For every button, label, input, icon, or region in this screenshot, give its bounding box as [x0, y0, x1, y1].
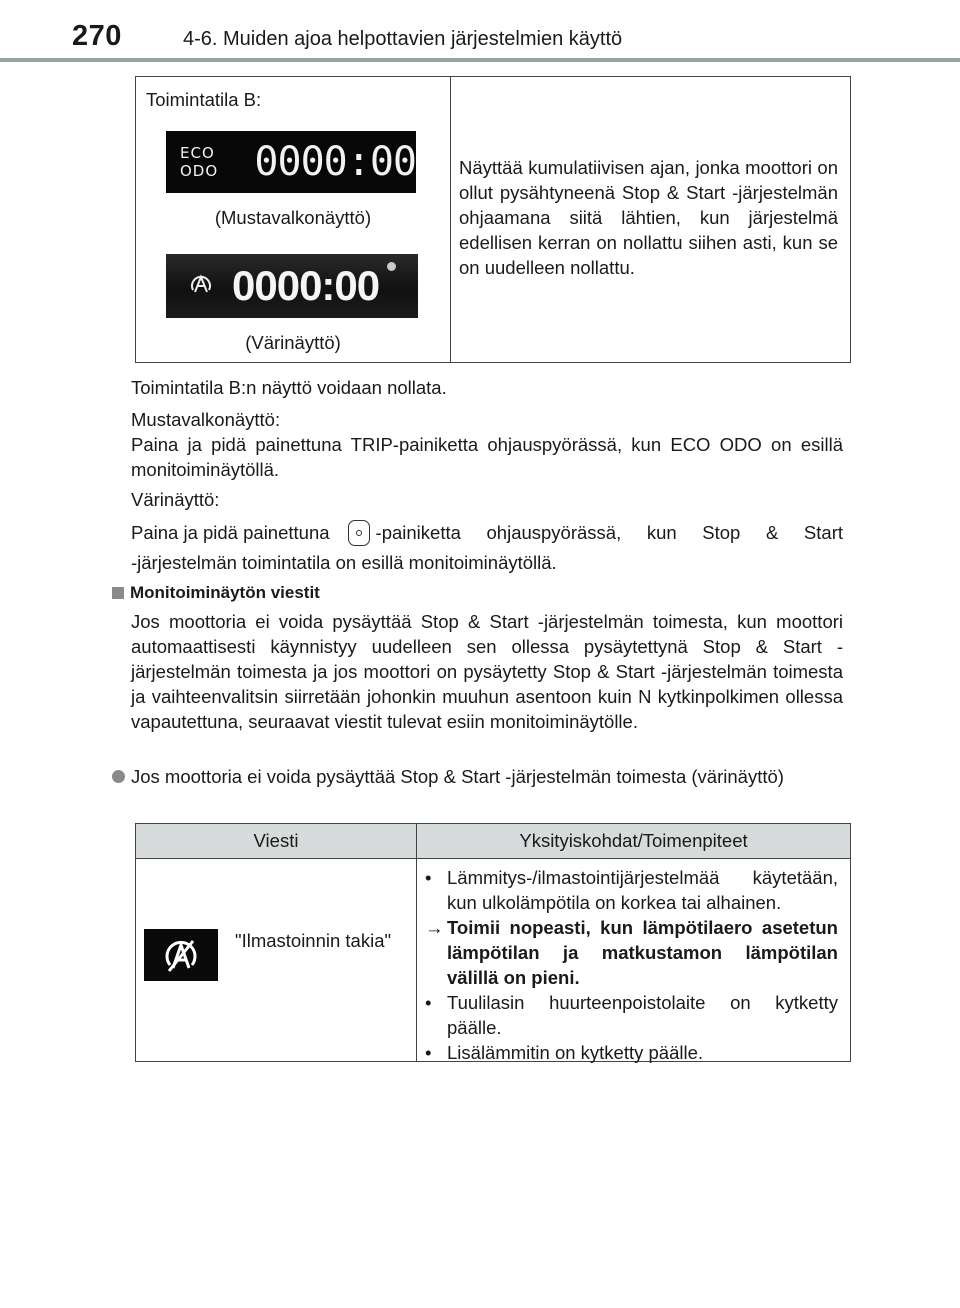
section-title: 4-6. Muiden ajoa helpottavien järjestelmien käyttö [183, 28, 623, 50]
col-header-message: Viesti [136, 824, 417, 858]
mono-digits: 0000:00 [254, 139, 416, 185]
color-digits: 0000:00 [232, 262, 380, 309]
auto-stop-disabled-icon [144, 929, 218, 981]
list-item [425, 865, 838, 915]
mode-b-table [135, 76, 851, 363]
list-item [425, 1040, 838, 1065]
messages-paragraph: Jos moottoria ei voida pysäyttää Stop & Start -järjestelmän toimesta, kun moottori automaattisesti käynnistyy uudelleen sen ollessa pysäytettynä Stop & Start -järjestelmän toimesta ja jos moottori on pysäytetty Stop & Start -järjestelmän toimesta ja vaihteenvalitsin siirretään johonkin muuhun asentoon kuin N kytkinpolkimen ollessa vapautettuna, seuraavat viestit tulevat esiin monitoiminäytölle. [131, 611, 843, 732]
color-heading: Värinäyttö: [131, 489, 220, 510]
auto-stop-icon [188, 271, 214, 302]
color-caption: (Värinäyttö) [245, 332, 341, 353]
round-bullet-icon [112, 770, 125, 783]
mode-b-description: Näyttää kumulatiivisen ajan, jonka moottori on ollut pysähtyneenä Stop & Start -järjestelmän ohjaamana siitä lähtien, kun järjestelmä edellisen kerran on nollattu siihen asti, kun se on uudelleen nollattu. [459, 157, 838, 278]
message-text: "Ilmastoinnin takia" [235, 930, 392, 951]
bullet-marker: • [425, 1042, 432, 1063]
table-row [136, 859, 850, 1062]
bullet-marker: • [425, 992, 432, 1013]
details-cell [417, 859, 850, 1062]
color-instructions-after: -painiketta ohjauspyörässä, kun Stop & Start [375, 522, 843, 543]
mono-lcd-display [166, 131, 416, 193]
mode-b-display-cell [136, 77, 451, 362]
color-instructions-line1 [131, 520, 843, 546]
col-header-details: Yksityiskohdat/Toimenpiteet [519, 830, 748, 851]
list-item-text: Lämmitys-/ilmastointijärjestelmää käytetään, kun ulkolämpötila on korkea tai alhainen. [447, 867, 838, 913]
color-lcd-display [166, 254, 418, 318]
color-instructions-line2: -järjestelmän toimintatila on esillä monitoiminäytöllä. [131, 552, 557, 573]
messages-heading-row [112, 583, 320, 603]
mono-instructions: Paina ja pidä painettuna TRIP-painiketta ohjauspyörässä, kun ECO ODO on esillä monitoiminäytöllä. [131, 434, 843, 480]
page-header [0, 0, 960, 64]
page-number: 270 [72, 20, 122, 52]
status-dot [387, 262, 396, 271]
reset-note: Toimintatila B:n näyttö voidaan nollata. [131, 377, 447, 398]
square-bullet-icon [112, 587, 124, 599]
bullet-item [112, 764, 847, 789]
color-instructions-before: Paina ja pidä painettuna [131, 522, 330, 543]
list-item [425, 990, 838, 1040]
bullet-text: Jos moottoria ei voida pysäyttää Stop & Start -järjestelmän toimesta (värinäyttö) [131, 766, 784, 787]
list-item-text: Toimii nopeasti, kun lämpötilaero asetetun lämpötilan ja matkustamon lämpötilan välillä on pieni. [447, 917, 838, 988]
mono-heading: Mustavalkonäyttö: [131, 409, 281, 430]
bullet-marker: • [425, 867, 432, 888]
list-item-text: Lisälämmitin on kytketty päälle. [447, 1042, 704, 1063]
mono-caption: (Mustavalkonäyttö) [214, 207, 372, 228]
messages-heading: Monitoiminäytön viestit [130, 583, 320, 602]
mode-label: Toimintatila B: [146, 89, 262, 110]
arrow-marker: → [425, 917, 444, 938]
steering-button-icon [348, 520, 370, 546]
list-item [425, 915, 838, 990]
messages-table [135, 823, 851, 1062]
table-header-row [136, 824, 850, 859]
list-item-text: Tuulilasin huurteenpoistolaite on kytketty päälle. [447, 992, 838, 1038]
header-divider [0, 58, 960, 62]
eco-odo-label: ECO ODO [180, 144, 219, 180]
message-cell [136, 859, 417, 1062]
